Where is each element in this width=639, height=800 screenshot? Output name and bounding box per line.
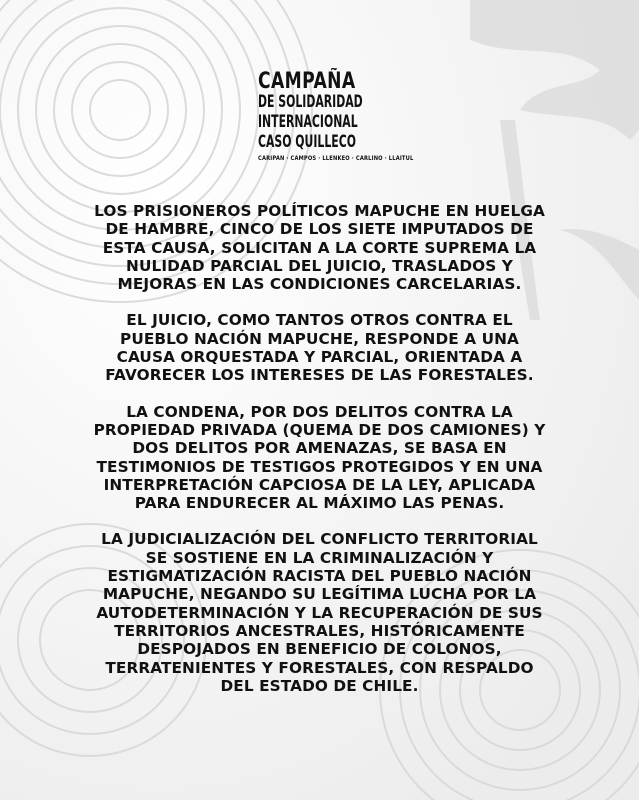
paragraph-2: EL JUICIO, COMO TANTOS OTROS CONTRA EL PUEBLO NACIÓN MAPUCHE, RESPONDE A UNA CAUSA ORQUESTADA Y PARCIAL, ORIENTADA A FAVORECER LOS INTERESES DE LAS FORESTALES. bbox=[105, 311, 534, 385]
paragraph-1: LOS PRISIONEROS POLÍTICOS MAPUCHE EN HUELGA DE HAMBRE, CINCO DE LOS SIETE IMPUTADOS DE ESTA CAUSA, SOLICITAN A LA CORTE SUPREMA LA NULIDAD PARCIAL DEL JUICIO, TRASLADOS Y MEJORAS EN LAS CONDICIONES CARCELARIAS. bbox=[94, 202, 545, 294]
logo-line-campana: CAMPAÑA bbox=[258, 69, 356, 94]
logo-names: CARIPAN · CAMPOS · LLENKEO · CARLINO · LLAITUL bbox=[258, 155, 414, 162]
logo-line-caso-quilleco: CASO QUILLECO bbox=[258, 132, 356, 152]
logo-line-solidaridad: DE SOLIDARIDAD bbox=[258, 92, 363, 112]
logo-line-internacional: INTERNACIONAL bbox=[258, 112, 358, 132]
campaign-logo bbox=[258, 69, 414, 164]
paragraph-3: LA CONDENA, POR DOS DELITOS CONTRA LA PROPIEDAD PRIVADA (QUEMA DE DOS CAMIONES) Y DOS DELITOS POR AMENAZAS, SE BASA EN TESTIMONIOS DE TESTIGOS PROTEGIDOS Y EN UNA INTERPRETACIÓN CAPCIOSA DE LA LEY, APLICADA PARA ENDURECER AL MÁXIMO LAS PENAS. bbox=[93, 402, 546, 513]
statement-text bbox=[40, 202, 599, 713]
paragraph-4: LA JUDICIALIZACIÓN DEL CONFLICTO TERRITORIAL SE SOSTIENE EN LA CRIMINALIZACIÓN Y ESTIGMATIZACIÓN RACISTA DEL PUEBLO NACIÓN MAPUCHE, NEGANDO SU LEGÍTIMA LUCHA POR LA AUTODETERMINACIÓN Y LA RECUPERACIÓN DE SUS TERRITORIOS ANCESTRALES, HISTÓRICAMENTE DESPOJADOS EN BENEFICIO DE COLONOS, TERRATENIENTES Y FORESTALES, CON RESPALDO DEL ESTADO DE CHILE. bbox=[96, 530, 543, 695]
